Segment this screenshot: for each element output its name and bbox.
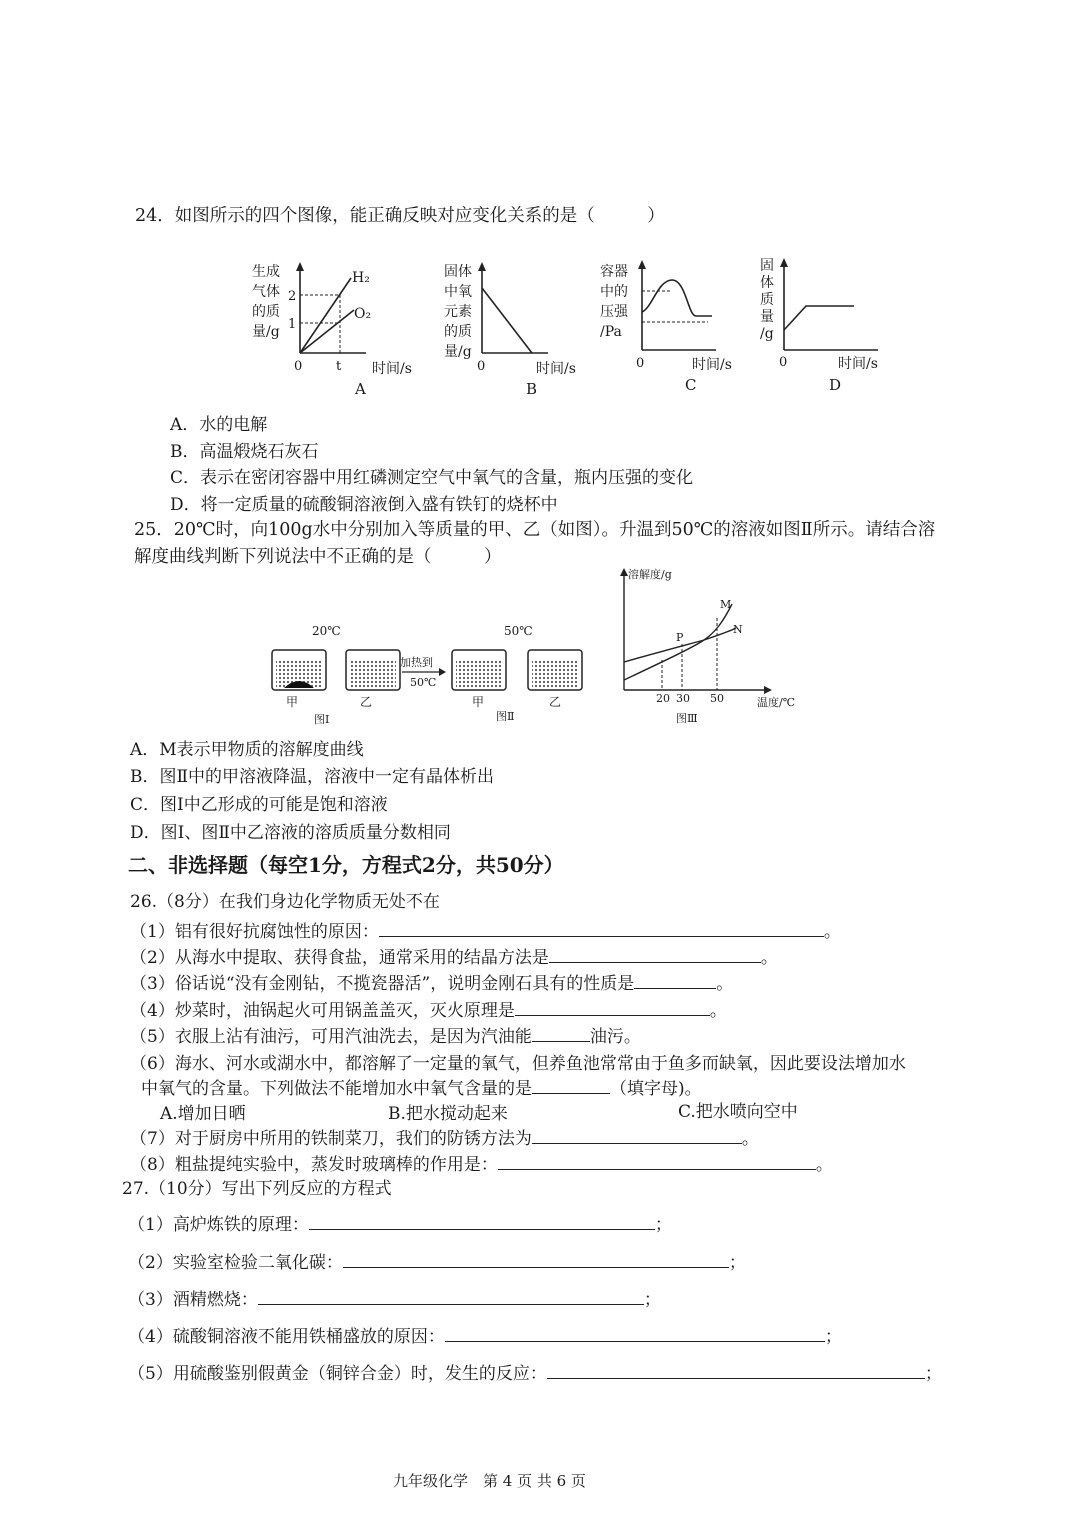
q26-item-7 [130, 1124, 759, 1149]
graph-c-ylabel-2: 中的 [600, 284, 628, 300]
q26-item-1-blank[interactable] [379, 920, 824, 937]
graph-a-origin: 0 [294, 359, 303, 374]
graph-c-origin: 0 [636, 356, 645, 371]
graph-a-tick-1: 1 [288, 317, 297, 332]
graph-a-ylabel-1: 生成 [252, 264, 280, 280]
graph-d-ylabel-1: 固 [760, 258, 774, 274]
q27-item-4 [128, 1322, 842, 1347]
q27-stem: 27.（10分）写出下列反应的方程式 [122, 1179, 392, 1199]
q26-item-4-blank[interactable] [515, 999, 710, 1016]
graph-b-ylabel-5: 量/g [444, 344, 472, 360]
fig3-tick-30: 30 [676, 692, 690, 705]
graph-a-tick-2: 2 [288, 289, 297, 304]
q26-choice-a: A.增加日晒 [160, 1104, 246, 1124]
graph-d-ylabel-5: /g [760, 326, 774, 342]
beaker-4 [528, 650, 582, 690]
graph-b-origin: 0 [477, 359, 486, 374]
arrow-label-1: 加热到 [400, 656, 433, 669]
fig2-beaker1-label: 甲 [472, 695, 485, 709]
q24-option-c: C．表示在密闭容器中用红磷测定空气中氧气的含量，瓶内压强的变化 [170, 468, 694, 488]
page-footer: 九年级化学 第 4 页 共 6 页 [393, 1472, 586, 1490]
q27-item-3-end: ； [643, 1290, 661, 1310]
fig1-beaker1-label: 甲 [286, 695, 299, 709]
graph-d-ylabel-2: 体 [760, 275, 774, 291]
q24-option-a: A．水的电解 [170, 415, 268, 435]
q25-option-d: D．图Ⅰ、图Ⅱ中乙溶液的溶质质量分数相同 [130, 823, 451, 843]
q26-item-8-blank[interactable] [498, 1153, 816, 1170]
q25-stem-line1: 25．20℃时，向100g水中分别加入等质量的甲、乙（如图）。升温到50℃的溶液如图Ⅱ所示。请结合溶 [134, 520, 936, 540]
fig3-curve-n: N [733, 623, 743, 636]
beaker-figures [262, 620, 592, 730]
q24-option-b: B．高温煅烧石灰石 [170, 442, 319, 462]
graph-c-xlabel: 时间/s [692, 357, 732, 373]
q27-item-3-blank[interactable] [258, 1288, 644, 1305]
graph-d-origin: 0 [779, 355, 788, 370]
q24-option-d: D．将一定质量的硫酸铜溶液倒入盛有铁钉的烧杯中 [170, 495, 558, 515]
q26-item-2-end: 。 [760, 948, 778, 968]
q27-item-4-end: ； [824, 1327, 842, 1347]
q25-option-b: B．图Ⅱ中的甲溶液降温，溶液中一定有晶体析出 [130, 767, 495, 787]
q26-item-6-line1: （6）海水、河水或湖水中，都溶解了一定量的氧气，但养鱼池常常由于鱼多而缺氧，因此要设法增加水 [130, 1054, 906, 1074]
graph-a-caption: A [355, 380, 366, 398]
q27-item-2-blank[interactable] [343, 1251, 729, 1268]
fig3-ylabel: 溶解度/g [628, 568, 672, 581]
graph-b-caption: B [526, 380, 538, 398]
q26-item-4-end: 。 [709, 1001, 727, 1021]
fig3-tick-20: 20 [656, 692, 670, 705]
fig2-caption: 图Ⅱ [496, 710, 515, 723]
graph-c-ylabel-1: 容器 [600, 264, 628, 280]
q26-item-8 [130, 1150, 833, 1175]
graph-c [596, 258, 756, 398]
q24-stem: 24．如图所示的四个图像，能正确反映对应变化关系的是（ ） [135, 206, 665, 226]
q26-item-7-end: 。 [741, 1129, 759, 1149]
beaker-1 [272, 650, 326, 690]
fig1-caption: 图Ⅰ [314, 713, 330, 726]
q26-item-3 [130, 969, 733, 994]
graph-a-ylabel-2: 气体 [252, 284, 280, 300]
q26-item-1-end: 。 [823, 922, 841, 942]
q27-item-5-blank[interactable] [547, 1362, 925, 1379]
section-2-title: 二、非选择题（每空1分，方程式2分，共50分） [128, 853, 564, 877]
q27-item-1-blank[interactable] [309, 1213, 655, 1230]
q27-item-5 [128, 1359, 942, 1384]
beaker-2 [346, 650, 400, 690]
q26-item-8-end: 。 [815, 1155, 833, 1175]
fig3-point-p: P [676, 631, 684, 644]
fig3-curve-m: M [720, 598, 732, 611]
graph-d-ylabel-3: 质 [760, 292, 774, 308]
q27-item-4-text: （4）硫酸铜溶液不能用铁桶盛放的原因： [128, 1327, 445, 1347]
q25-stem-line2: 解度曲线判断下列说法中不正确的是（ ） [134, 547, 502, 567]
graph-b-ylabel-3: 元素 [444, 304, 472, 320]
q26-item-2-blank[interactable] [549, 946, 761, 963]
q27-item-5-text: （5）用硫酸鉴别假黄金（铜锌合金）时，发生的反应： [128, 1364, 547, 1384]
q27-item-1-text: （1）高炉炼铁的原理： [128, 1215, 309, 1235]
graph-b-ylabel-2: 中氧 [444, 284, 472, 300]
q26-stem: 26.（8分）在我们身边化学物质无处不在 [130, 892, 440, 912]
q27-item-4-blank[interactable] [445, 1325, 825, 1342]
q27-item-2-end: ； [728, 1253, 746, 1273]
q27-item-1 [128, 1210, 672, 1235]
graph-d-ylabel-4: 量 [760, 309, 774, 325]
q26-item-6-line2 [141, 1074, 702, 1099]
q26-item-5-end: 油污。 [589, 1027, 641, 1047]
graph-b-ylabel-4: 的质 [444, 324, 472, 340]
q26-item-1 [130, 917, 841, 942]
graph-c-ylabel-3: 压强 [600, 304, 628, 320]
fig1-beaker2-label: 乙 [360, 695, 373, 709]
beaker-3 [452, 650, 506, 690]
fig2-temp: 50℃ [504, 624, 533, 638]
q26-item-2 [130, 943, 778, 968]
fig3-caption: 图Ⅲ [676, 712, 698, 725]
q26-item-8-text: （8）粗盐提纯实验中，蒸发时玻璃棒的作用是： [130, 1155, 498, 1175]
graph-d-caption: D [829, 376, 842, 394]
q26-item-6-end: （填字母)。 [610, 1079, 702, 1099]
graph-c-ylabel-4: /Pa [600, 324, 622, 340]
q26-item-2-text: （2）从海水中提取、获得食盐，通常采用的结晶方法是 [130, 948, 549, 968]
q26-item-5 [130, 1022, 641, 1047]
q27-item-5-end: ； [924, 1364, 942, 1384]
graph-d-xlabel: 时间/s [838, 356, 878, 372]
arrow-label-2: 50℃ [410, 676, 437, 689]
q26-item-1-text: （1）铝有很好抗腐蚀性的原因： [130, 922, 379, 942]
q26-item-3-end: 。 [716, 974, 734, 994]
q26-item-4-text: （4）炒菜时，油锅起火可用锅盖盖灭，灭火原理是 [130, 1001, 515, 1021]
graph-a-xlabel: 时间/s [372, 361, 412, 377]
q26-item-6-text: 中氧气的含量。下列做法不能增加水中氧气含量的是 [141, 1079, 532, 1099]
q26-item-5-blank[interactable] [532, 1025, 590, 1042]
graph-b-xlabel: 时间/s [536, 361, 576, 377]
q27-item-3-text: （3）酒精燃烧： [128, 1290, 258, 1310]
graph-b-ylabel-1: 固体 [444, 264, 472, 280]
fig2-beaker2-label: 乙 [549, 695, 562, 709]
fig3-tick-50: 50 [710, 692, 724, 705]
graph-a-ylabel-4: 量/g [252, 324, 280, 340]
graph-a-h2: H₂ [352, 270, 370, 286]
q26-item-7-text: （7）对于厨房中所用的铁制菜刀，我们的防锈方法为 [130, 1129, 532, 1149]
q26-item-7-blank[interactable] [532, 1127, 742, 1144]
graph-b [440, 258, 590, 398]
q26-item-5-text: （5）衣服上沾有油污，可用汽油洗去，是因为汽油能 [130, 1027, 532, 1047]
graph-a [248, 258, 428, 398]
q27-item-1-end: ； [654, 1215, 672, 1235]
q26-item-6-blank[interactable] [532, 1077, 610, 1094]
graph-a-t: t [336, 359, 342, 374]
graph-d [756, 254, 896, 398]
q27-item-2-text: （2）实验室检验二氧化碳： [128, 1253, 343, 1273]
q26-item-3-text: （3）俗话说“没有金刚钻，不揽瓷器活”，说明金刚石具有的性质是 [130, 974, 635, 994]
q25-option-c: C．图Ⅰ中乙形成的可能是饱和溶液 [130, 795, 388, 815]
q25-option-a: A．M表示甲物质的溶解度曲线 [130, 740, 364, 760]
fig3-xlabel: 温度/℃ [757, 696, 796, 709]
graph-c-caption: C [685, 376, 697, 394]
graph-a-o2: O₂ [354, 306, 372, 322]
solubility-chart [612, 562, 812, 730]
q27-item-2 [128, 1248, 746, 1273]
q26-choice-b: B.把水搅动起来 [388, 1104, 508, 1124]
fig1-temp: 20℃ [312, 624, 341, 638]
q27-item-3 [128, 1285, 661, 1310]
q26-choice-c: C.把水喷向空中 [678, 1102, 798, 1122]
q26-item-4 [130, 996, 727, 1021]
q26-item-3-blank[interactable] [634, 972, 716, 989]
graph-a-ylabel-3: 的质 [252, 304, 280, 320]
